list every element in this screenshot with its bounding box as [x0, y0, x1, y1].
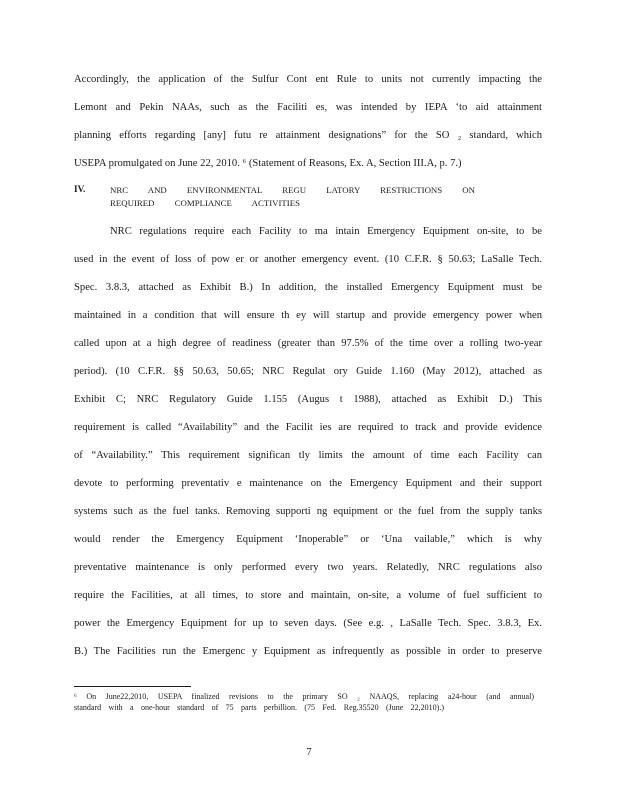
body-line: requirement is called “Availability” and the Facilit ies are required to track and provide evidence — [74, 422, 542, 433]
section-number: IV. — [74, 184, 86, 194]
body-line: systems such as the fuel tanks. Removing supporti ng equipment or the fuel from the supply tanks — [74, 506, 542, 517]
body-line: Accordingly, the application of the Sulfur Cont ent Rule to units not currently impacting the — [74, 74, 542, 85]
section-heading-line-2: REQUIRED COMPLIANCE ACTIVITIES — [110, 198, 300, 208]
body-line: would render the Emergency Equipment ‘Inoperable” or ‘Una vailable,” which is why — [74, 534, 542, 545]
body-line: Spec. 3.8.3, attached as Exhibit B.) In addition, the installed Emergency Equipment must be — [74, 282, 542, 293]
body-line: Exhibit C; NRC Regulatory Guide 1.155 (Augus t 1988), attached as Exhibit D.) This — [74, 394, 542, 405]
body-line: NRC regulations require each Facility to ma intain Emergency Equipment on-site, to be — [110, 226, 542, 237]
footnote-line-1: ⁶ On June22,2010, USEPA finalized revisions to the primary SO ₂ NAAQS, replacing a24-hour (and annual) — [74, 692, 534, 701]
body-line: preventative maintenance is only performed every two years. Relatedly, NRC regulations also — [74, 562, 542, 573]
body-line: used in the event of loss of pow er or another emergency event. (10 C.F.R. § 50.63; LaSalle Tech. — [74, 254, 542, 265]
body-line: maintained in a condition that will ensure th ey will startup and provide emergency power when — [74, 310, 542, 321]
body-line: planning efforts regarding [any] futu re attainment designations” for the SO ₂ standard, which — [74, 130, 542, 141]
body-line: Lemont and Pekin NAAs, such as the Faciliti es, was intended by IEPA ‘to aid attainment — [74, 102, 542, 113]
body-line: USEPA promulgated on June 22, 2010. ⁶ (Statement of Reasons, Ex. A, Section III.A, p. 7.) — [74, 158, 462, 169]
footnote-separator — [74, 686, 191, 687]
body-line: period). (10 C.F.R. §§ 50.63, 50.65; NRC Regulat ory Guide 1.160 (May 2012), attached as — [74, 366, 542, 377]
body-line: require the Facilities, at all times, to store and maintain, on-site, a volume of fuel sufficient to — [74, 590, 542, 601]
body-line: B.) The Facilities run the Emergenc y Equipment as infrequently as possible in order to preserve — [74, 646, 542, 657]
page-number: 7 — [306, 747, 312, 758]
section-heading-line-1: NRC AND ENVIRONMENTAL REGU LATORY RESTRICTIONS ON — [110, 185, 475, 195]
footnote-line-2: standard with a one-hour standard of 75 parts perbillion. (75 Fed. Reg.35520 (June 22,2010).) — [74, 703, 444, 712]
body-line: power the Emergency Equipment for up to seven days. (See e.g. , LaSalle Tech. Spec. 3.8.3, Ex. — [74, 618, 542, 629]
body-line: devote to performing preventativ e maintenance on the Emergency Equipment and their support — [74, 478, 542, 489]
body-line: called upon at a high degree of readiness (greater than 97.5% of the time over a rolling two-year — [74, 338, 542, 349]
body-line: of “Availability.” This requirement significan tly limits the amount of time each Facility can — [74, 450, 542, 461]
